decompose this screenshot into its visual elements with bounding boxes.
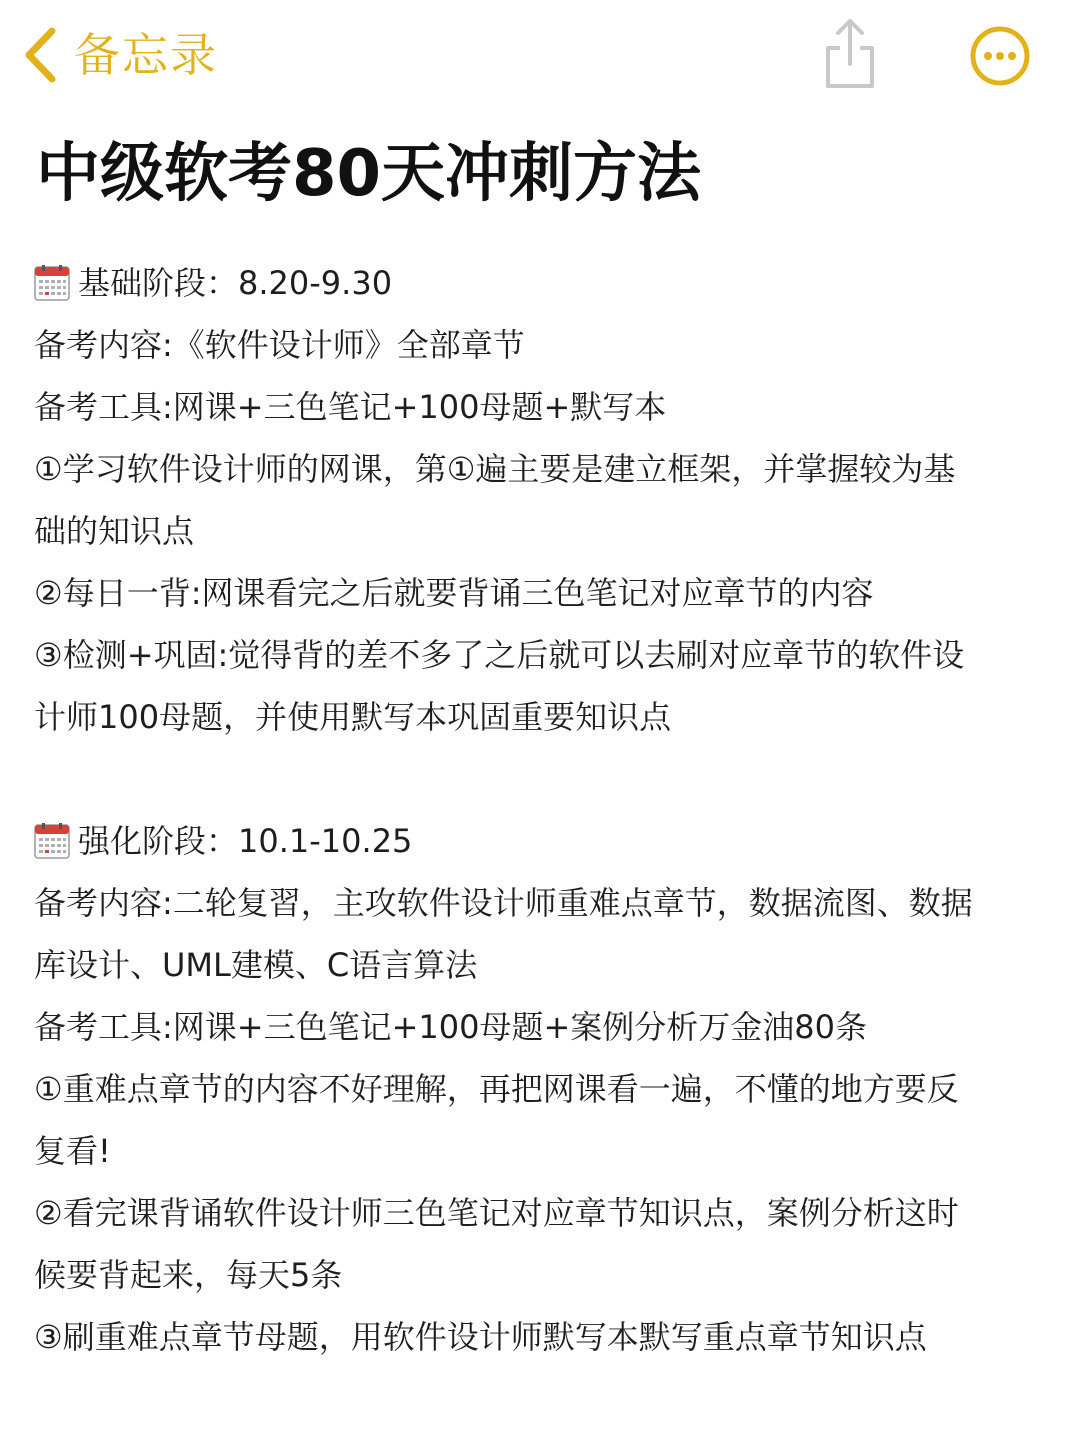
note-line: 候要背起来，每天5条 — [34, 1256, 343, 1294]
share-icon — [818, 16, 880, 92]
section-heading-intensive — [34, 810, 1034, 872]
note-title: 中级软考80天冲刺方法 — [36, 137, 702, 211]
note-line: 复看! — [34, 1132, 111, 1170]
note-line: 库设计、UML建模、C语言算法 — [34, 946, 478, 984]
note-line: ③刷重难点章节母题，用软件设计师默写本默写重点章节知识点 — [34, 1318, 927, 1356]
note-line: 备考工具:网课+三色笔记+100母题+案例分析万金油80条 — [34, 1008, 868, 1046]
note-line: ①学习软件设计师的网课，第①遍主要是建立框架，并掌握较为基 — [34, 450, 956, 488]
chevron-left-icon — [20, 26, 60, 84]
note-line: ②每日一背:网课看完之后就要背诵三色笔记对应章节的内容 — [34, 574, 874, 612]
back-button[interactable] — [20, 22, 218, 88]
note-line: ②看完课背诵软件设计师三色笔记对应章节知识点，案例分析这时 — [34, 1194, 959, 1232]
note-line: 备考内容:《软件设计师》全部章节 — [34, 326, 525, 364]
back-label: 备忘录 — [74, 28, 218, 82]
section-heading-text: 强化阶段：10.1-10.25 — [78, 822, 413, 860]
navigation-bar — [0, 0, 1080, 110]
section-heading-basic — [34, 252, 1034, 314]
note-line: ③检测+巩固:觉得背的差不多了之后就可以去刷对应章节的软件设 — [34, 636, 965, 674]
note-line: 础的知识点 — [34, 512, 195, 550]
more-icon — [968, 24, 1032, 88]
note-line: ①重难点章节的内容不好理解，再把网课看一遍，不懂的地方要反 — [34, 1070, 959, 1108]
calendar-icon — [34, 265, 70, 301]
note-line: 备考工具:网课+三色笔记+100母题+默写本 — [34, 388, 667, 426]
blank-line — [34, 748, 1034, 810]
share-button[interactable] — [818, 16, 880, 92]
section-heading-text: 基础阶段：8.20-9.30 — [78, 264, 393, 302]
note-line: 计师100母题，并使用默写本巩固重要知识点 — [34, 698, 672, 736]
note-line: 备考内容:二轮复習，主攻软件设计师重难点章节，数据流图、数据 — [34, 884, 973, 922]
more-options-button[interactable] — [968, 24, 1032, 88]
note-body[interactable] — [34, 252, 1034, 1368]
calendar-icon — [34, 823, 70, 859]
